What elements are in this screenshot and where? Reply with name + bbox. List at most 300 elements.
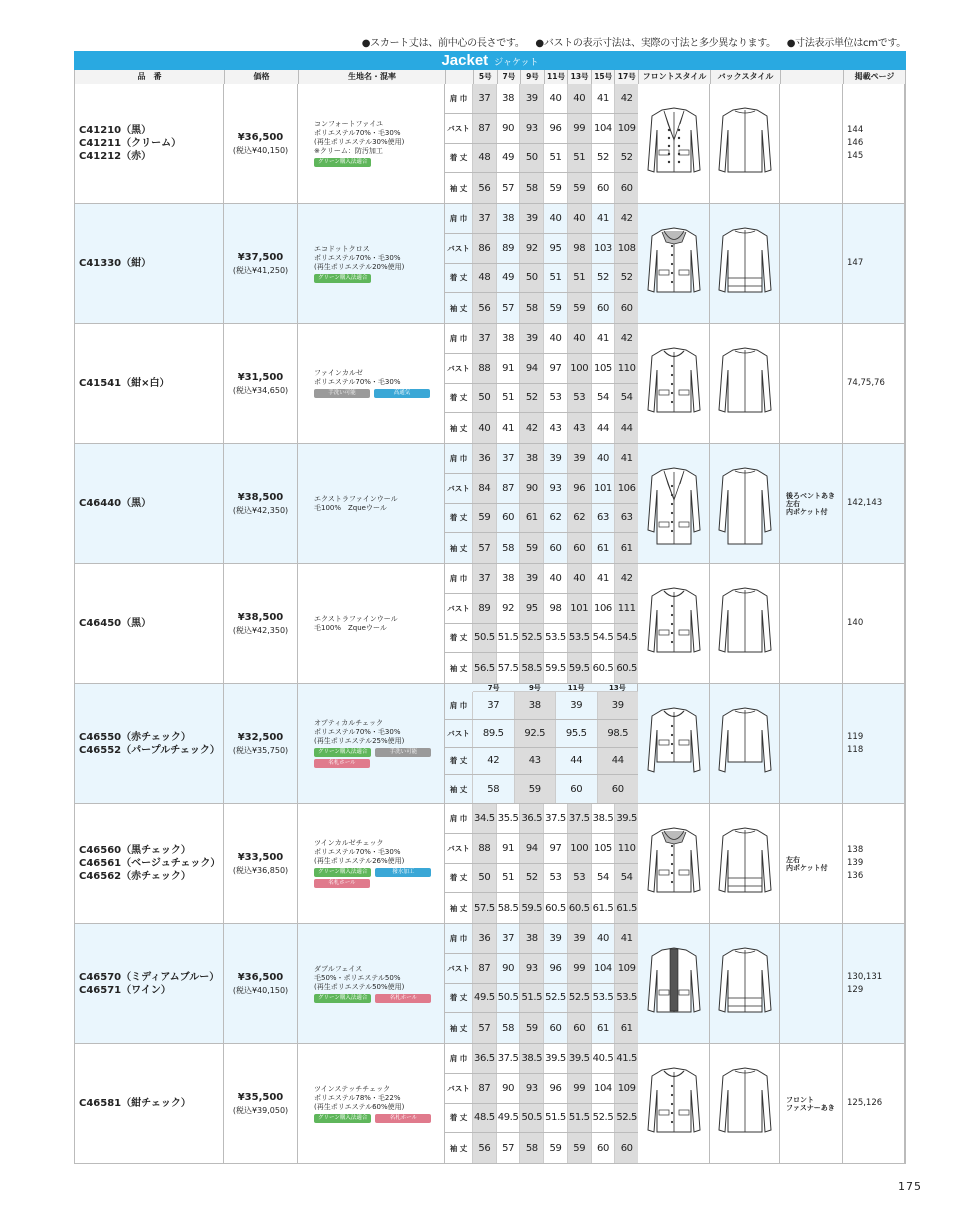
front-style bbox=[638, 924, 710, 1043]
size-value: 34.5 bbox=[473, 804, 497, 833]
size-value: 96 bbox=[544, 954, 568, 983]
size-subheader-label: 13号 bbox=[609, 684, 626, 692]
page-ref: 136 bbox=[847, 871, 864, 881]
fabric-line: ポリエステル78%・毛22% bbox=[314, 1093, 401, 1102]
size-value: 60 bbox=[592, 293, 616, 323]
size-value: 96 bbox=[544, 114, 568, 143]
catalog-pages bbox=[843, 1044, 905, 1163]
size-header-label: 7号 bbox=[497, 70, 521, 84]
size-value: 59 bbox=[568, 173, 592, 203]
size-value: 42 bbox=[615, 564, 638, 593]
size-value: 50 bbox=[520, 144, 544, 173]
size-value: 99 bbox=[568, 114, 592, 143]
size-value: 96 bbox=[568, 474, 592, 503]
size-value: 44 bbox=[615, 413, 638, 443]
price-value: ¥37,500 bbox=[237, 251, 284, 263]
size-row bbox=[445, 114, 638, 144]
size-value: 57 bbox=[473, 1013, 497, 1043]
size-value: 38 bbox=[497, 84, 521, 113]
size-value: 60.5 bbox=[544, 893, 568, 923]
remark bbox=[780, 1044, 843, 1163]
size-value: 50.5 bbox=[520, 1104, 544, 1133]
size-row-label: 肩 巾 bbox=[445, 692, 473, 719]
size-chart bbox=[445, 924, 638, 1043]
size-value: 49.5 bbox=[497, 1104, 521, 1133]
size-row bbox=[445, 1013, 638, 1043]
size-value: 58 bbox=[520, 1133, 544, 1163]
size-value: 58 bbox=[497, 533, 521, 563]
size-value: 84 bbox=[473, 474, 497, 503]
size-row-label: バスト bbox=[445, 114, 473, 143]
feature-tags bbox=[314, 389, 444, 398]
back-style bbox=[710, 84, 780, 203]
size-value: 58.5 bbox=[520, 653, 544, 683]
size-row bbox=[445, 804, 638, 834]
price-with-tax: (税込¥40,150) bbox=[232, 145, 289, 155]
size-subheader-label: 7号 bbox=[487, 684, 500, 692]
size-row-label: 袖 丈 bbox=[445, 1133, 473, 1163]
size-value: 38 bbox=[497, 204, 521, 233]
size-value: 101 bbox=[592, 474, 616, 503]
feature-tags bbox=[314, 158, 444, 167]
size-row bbox=[445, 1044, 638, 1074]
size-value: 52 bbox=[520, 384, 544, 413]
size-value: 92.5 bbox=[515, 720, 557, 747]
size-value: 60 bbox=[592, 1133, 616, 1163]
fabric-info bbox=[298, 1044, 445, 1163]
size-value: 59 bbox=[544, 293, 568, 323]
size-value: 59 bbox=[568, 293, 592, 323]
size-chart bbox=[445, 324, 638, 443]
size-value: 38 bbox=[520, 444, 544, 473]
size-row-label: バスト bbox=[445, 354, 473, 383]
jacket-front-illustration bbox=[644, 700, 704, 788]
jacket-back-illustration bbox=[715, 820, 775, 908]
size-row bbox=[445, 692, 638, 720]
size-value: 91 bbox=[497, 834, 521, 863]
size-value: 58 bbox=[473, 775, 515, 803]
product-code: C41210（黒） bbox=[79, 125, 152, 136]
size-value: 63 bbox=[615, 504, 638, 533]
size-header-label: 13号 bbox=[567, 70, 591, 84]
size-value: 98.5 bbox=[598, 720, 639, 747]
size-value: 93 bbox=[520, 1074, 544, 1103]
size-value: 92 bbox=[497, 594, 521, 623]
price-value: ¥36,500 bbox=[237, 971, 284, 983]
size-value: 60 bbox=[568, 1013, 592, 1043]
size-row-label: 肩 巾 bbox=[445, 444, 473, 473]
size-row bbox=[445, 864, 638, 894]
size-value: 44 bbox=[592, 413, 616, 443]
size-value: 62 bbox=[568, 504, 592, 533]
size-row bbox=[445, 624, 638, 654]
size-row-label: バスト bbox=[445, 720, 473, 747]
catalog-pages bbox=[843, 324, 905, 443]
size-value: 41 bbox=[615, 924, 638, 953]
size-value: 51.5 bbox=[544, 1104, 568, 1133]
feature-tag: グリーン購入法適合 bbox=[314, 274, 371, 283]
size-value: 50 bbox=[473, 864, 497, 893]
size-value: 60.5 bbox=[615, 653, 638, 683]
remark-line: 左右 bbox=[786, 855, 800, 864]
feature-tags bbox=[314, 879, 444, 888]
product-codes bbox=[75, 324, 224, 443]
size-row-label: 着 丈 bbox=[445, 264, 473, 293]
size-row-label: バスト bbox=[445, 1074, 473, 1103]
size-value: 37.5 bbox=[497, 1044, 521, 1073]
size-value: 40 bbox=[592, 444, 616, 473]
page-ref: 74,75,76 bbox=[847, 378, 885, 388]
size-row-label: バスト bbox=[445, 954, 473, 983]
catalog-pages bbox=[843, 924, 905, 1043]
size-row bbox=[445, 775, 638, 803]
feature-tags bbox=[314, 994, 444, 1003]
size-value: 93 bbox=[520, 954, 544, 983]
size-value: 53 bbox=[544, 384, 568, 413]
size-row bbox=[445, 533, 638, 563]
header-back: バックスタイル bbox=[710, 70, 780, 84]
size-value: 103 bbox=[592, 234, 616, 263]
size-value: 60 bbox=[598, 775, 639, 803]
size-row bbox=[445, 504, 638, 534]
size-value: 105 bbox=[592, 834, 616, 863]
catalog-pages bbox=[843, 204, 905, 323]
size-row-label: 肩 巾 bbox=[445, 924, 473, 953]
size-value: 104 bbox=[592, 114, 616, 143]
product-code: C46560（黒チェック） bbox=[79, 845, 191, 856]
size-row-label: 肩 巾 bbox=[445, 804, 473, 833]
size-value: 37 bbox=[473, 84, 497, 113]
size-value: 44 bbox=[556, 748, 598, 775]
header-sizes bbox=[473, 70, 638, 84]
front-style bbox=[638, 804, 710, 923]
size-row-label: 袖 丈 bbox=[445, 893, 473, 923]
back-style bbox=[710, 204, 780, 323]
fabric-info bbox=[298, 444, 445, 563]
jacket-front-illustration bbox=[644, 220, 704, 308]
product-row bbox=[74, 204, 906, 324]
feature-tag: 名札ホール bbox=[314, 759, 370, 768]
price-value: ¥32,500 bbox=[237, 731, 284, 743]
remark bbox=[780, 444, 843, 563]
size-value: 56 bbox=[473, 293, 497, 323]
size-value: 110 bbox=[615, 354, 638, 383]
size-value: 40 bbox=[544, 84, 568, 113]
size-row bbox=[445, 444, 638, 474]
size-value: 60 bbox=[615, 293, 638, 323]
size-value: 37 bbox=[473, 692, 515, 719]
size-value: 60.5 bbox=[592, 653, 616, 683]
fabric-line: コンフォートファイユ bbox=[314, 120, 384, 128]
size-value: 36 bbox=[473, 924, 497, 953]
size-row bbox=[445, 234, 638, 264]
size-value: 40 bbox=[568, 204, 592, 233]
size-subheader-label: 9号 bbox=[528, 684, 541, 692]
size-value: 60 bbox=[556, 775, 598, 803]
size-row-label: 着 丈 bbox=[445, 144, 473, 173]
fabric-line: (再生ポリエステル60%使用) bbox=[314, 1102, 405, 1111]
size-value: 60 bbox=[592, 173, 616, 203]
size-row bbox=[445, 144, 638, 174]
size-value: 52 bbox=[520, 864, 544, 893]
size-value: 53 bbox=[568, 864, 592, 893]
product-price bbox=[224, 684, 298, 803]
jacket-back-illustration bbox=[715, 940, 775, 1028]
fabric-line: エコドットクロス bbox=[314, 244, 370, 253]
size-value: 89 bbox=[473, 594, 497, 623]
size-value: 40 bbox=[568, 84, 592, 113]
size-value: 53 bbox=[568, 384, 592, 413]
size-value: 36 bbox=[473, 444, 497, 473]
size-notes bbox=[354, 34, 906, 49]
size-value: 92 bbox=[520, 234, 544, 263]
size-value: 39 bbox=[520, 204, 544, 233]
size-value: 98 bbox=[544, 594, 568, 623]
fabric-info bbox=[298, 84, 445, 203]
size-value: 88 bbox=[473, 354, 497, 383]
size-value: 88 bbox=[473, 834, 497, 863]
product-codes bbox=[75, 684, 224, 803]
size-row bbox=[445, 834, 638, 864]
size-value: 53.5 bbox=[544, 624, 568, 653]
size-value: 48.5 bbox=[473, 1104, 497, 1133]
size-value: 90 bbox=[497, 114, 521, 143]
jacket-front-illustration bbox=[644, 340, 704, 428]
catalog-pages bbox=[843, 684, 905, 803]
fabric-line: 毛100% Zqueウール bbox=[314, 503, 387, 512]
fabric-line: 毛50%・ポリエステル50% bbox=[314, 973, 401, 982]
size-value: 95 bbox=[544, 234, 568, 263]
size-value: 57 bbox=[497, 293, 521, 323]
size-row bbox=[445, 720, 638, 748]
size-value: 90 bbox=[497, 954, 521, 983]
size-value: 50.5 bbox=[497, 984, 521, 1013]
jacket-back-illustration bbox=[715, 580, 775, 668]
size-value: 51 bbox=[497, 384, 521, 413]
page-ref: 138 bbox=[847, 845, 864, 855]
size-value: 43 bbox=[568, 413, 592, 443]
size-value: 53.5 bbox=[568, 624, 592, 653]
size-value: 61 bbox=[520, 504, 544, 533]
size-chart bbox=[445, 564, 638, 683]
size-header-label: 17号 bbox=[614, 70, 638, 84]
product-price bbox=[224, 804, 298, 923]
page-ref: 139 bbox=[847, 858, 864, 868]
size-row bbox=[445, 474, 638, 504]
fabric-info bbox=[298, 684, 445, 803]
size-value: 42 bbox=[615, 204, 638, 233]
product-price bbox=[224, 564, 298, 683]
jacket-front-illustration bbox=[644, 100, 704, 188]
feature-tags bbox=[314, 1114, 444, 1123]
remark-line: ファスナーあき bbox=[786, 1103, 835, 1112]
price-with-tax: (税込¥39,050) bbox=[232, 1105, 289, 1115]
size-value: 39 bbox=[568, 444, 592, 473]
fabric-line: (再生ポリエステル25%使用) bbox=[314, 737, 405, 745]
size-value: 44 bbox=[598, 748, 639, 775]
fabric-line: (再生ポリエステル26%使用) bbox=[314, 857, 405, 865]
feature-tags bbox=[314, 868, 444, 877]
size-value: 51 bbox=[497, 864, 521, 893]
size-value: 54 bbox=[592, 384, 616, 413]
back-style bbox=[710, 804, 780, 923]
size-value: 41.5 bbox=[615, 1044, 638, 1073]
size-value: 48 bbox=[473, 144, 497, 173]
size-row bbox=[445, 264, 638, 294]
remark bbox=[780, 84, 843, 203]
product-code: C46581（紺チェック） bbox=[79, 1098, 191, 1109]
size-value: 59 bbox=[520, 1013, 544, 1043]
size-value: 49 bbox=[497, 264, 521, 293]
feature-tag: 手洗い可能 bbox=[375, 748, 431, 757]
size-value: 52.5 bbox=[520, 624, 544, 653]
size-value: 53 bbox=[544, 864, 568, 893]
size-value: 39 bbox=[520, 324, 544, 353]
size-value: 41 bbox=[592, 564, 616, 593]
product-row bbox=[74, 444, 906, 564]
size-row bbox=[445, 954, 638, 984]
size-value: 106 bbox=[592, 594, 616, 623]
size-row-label: 肩 巾 bbox=[445, 204, 473, 233]
size-value: 106 bbox=[615, 474, 638, 503]
jacket-back-illustration bbox=[715, 100, 775, 188]
page-ref: 145 bbox=[847, 151, 864, 161]
remark-line: 後ろベントあき bbox=[786, 491, 835, 500]
size-value: 56.5 bbox=[473, 653, 497, 683]
size-row bbox=[445, 1074, 638, 1104]
note: ●バストの表示寸法は、実際の寸法と多少異なります。 bbox=[535, 38, 776, 49]
remark bbox=[780, 204, 843, 323]
size-row-label: 着 丈 bbox=[445, 864, 473, 893]
fabric-line: 毛100% Zqueウール bbox=[314, 623, 387, 632]
feature-tags bbox=[314, 274, 444, 283]
size-value: 48 bbox=[473, 264, 497, 293]
page-ref: 140 bbox=[847, 618, 864, 628]
remark-line: 内ポケット付 bbox=[786, 863, 828, 872]
size-value: 59 bbox=[544, 1133, 568, 1163]
size-value: 54 bbox=[615, 384, 638, 413]
product-codes bbox=[75, 924, 224, 1043]
size-row bbox=[445, 984, 638, 1014]
catalog-pages bbox=[843, 804, 905, 923]
size-chart bbox=[445, 444, 638, 563]
feature-tag: グリーン購入法適合 bbox=[314, 1114, 371, 1123]
product-code: C46440（黒） bbox=[79, 498, 152, 509]
remark-line: フロント bbox=[786, 1095, 814, 1104]
feature-tag: 名札ホール bbox=[314, 879, 370, 888]
size-value: 101 bbox=[568, 594, 592, 623]
size-value: 58 bbox=[520, 293, 544, 323]
size-value: 39.5 bbox=[615, 804, 638, 833]
price-value: ¥38,500 bbox=[237, 611, 284, 623]
size-row bbox=[445, 324, 638, 354]
size-value: 96 bbox=[544, 1074, 568, 1103]
header-fabric: 生地名・混率 bbox=[298, 70, 445, 84]
size-value: 61 bbox=[592, 1013, 616, 1043]
fabric-line: (再生ポリエステル50%使用) bbox=[314, 982, 405, 991]
size-value: 54.5 bbox=[592, 624, 616, 653]
product-code: C46550（赤チェック） bbox=[79, 731, 191, 743]
size-value: 52.5 bbox=[615, 1104, 638, 1133]
size-value: 94 bbox=[520, 354, 544, 383]
size-value: 40 bbox=[544, 564, 568, 593]
size-value: 100 bbox=[568, 354, 592, 383]
size-value: 61.5 bbox=[615, 893, 638, 923]
size-value: 93 bbox=[544, 474, 568, 503]
fabric-line: ツインステッチチェック bbox=[314, 1084, 391, 1093]
fabric-line: ポリエステル70%・毛30% bbox=[314, 253, 401, 262]
size-value: 60.5 bbox=[568, 893, 592, 923]
size-value: 60 bbox=[544, 533, 568, 563]
size-row-label: 袖 丈 bbox=[445, 775, 473, 803]
size-value: 97 bbox=[544, 834, 568, 863]
fabric-line: エクストラファインウール bbox=[314, 614, 398, 623]
jacket-back-illustration bbox=[715, 700, 775, 788]
product-row bbox=[74, 324, 906, 444]
size-value: 52 bbox=[592, 264, 616, 293]
size-value: 49 bbox=[497, 144, 521, 173]
size-chart bbox=[445, 204, 638, 323]
size-value: 38 bbox=[520, 924, 544, 953]
fabric-line: オプティカルチェック bbox=[314, 719, 384, 727]
page-ref: 142,143 bbox=[847, 498, 883, 508]
header-price: 価格 bbox=[224, 70, 298, 84]
size-value: 51.5 bbox=[520, 984, 544, 1013]
product-code: C46552（パープルチェック） bbox=[79, 744, 220, 756]
jacket-front-illustration bbox=[644, 460, 704, 548]
product-codes bbox=[75, 84, 224, 203]
size-value: 59 bbox=[544, 173, 568, 203]
size-row-label: 袖 丈 bbox=[445, 653, 473, 683]
feature-tag: グリーン購入法適合 bbox=[314, 748, 371, 757]
size-value: 111 bbox=[615, 594, 638, 623]
size-value: 40 bbox=[544, 324, 568, 353]
header-front: フロントスタイル bbox=[638, 70, 710, 84]
size-value: 104 bbox=[592, 954, 616, 983]
size-row-label: 袖 丈 bbox=[445, 533, 473, 563]
size-value: 39 bbox=[598, 692, 639, 719]
product-codes bbox=[75, 564, 224, 683]
product-codes bbox=[75, 444, 224, 563]
product-price bbox=[224, 204, 298, 323]
feature-tag: グリーン購入法適合 bbox=[314, 994, 371, 1003]
front-style bbox=[638, 204, 710, 323]
size-value: 49.5 bbox=[473, 984, 497, 1013]
page-ref: 146 bbox=[847, 138, 864, 148]
size-row bbox=[445, 1104, 638, 1134]
size-value: 87 bbox=[473, 1074, 497, 1103]
size-value: 42 bbox=[520, 413, 544, 443]
product-price bbox=[224, 324, 298, 443]
size-header-label: 15号 bbox=[591, 70, 615, 84]
product-row bbox=[74, 684, 906, 804]
size-value: 57 bbox=[497, 1133, 521, 1163]
product-codes bbox=[75, 204, 224, 323]
size-value: 37 bbox=[473, 204, 497, 233]
size-value: 40.5 bbox=[592, 1044, 616, 1073]
size-value: 39 bbox=[544, 924, 568, 953]
size-value: 40 bbox=[568, 324, 592, 353]
fabric-line: エクストラファインウール bbox=[314, 494, 398, 503]
size-row-label: 着 丈 bbox=[445, 984, 473, 1013]
size-row bbox=[445, 594, 638, 624]
fabric-line: (再生ポリエステル20%使用) bbox=[314, 262, 405, 271]
size-header-label: 9号 bbox=[520, 70, 544, 84]
size-value: 97 bbox=[544, 354, 568, 383]
size-value: 59.5 bbox=[544, 653, 568, 683]
size-row-label: 袖 丈 bbox=[445, 293, 473, 323]
remark bbox=[780, 564, 843, 683]
